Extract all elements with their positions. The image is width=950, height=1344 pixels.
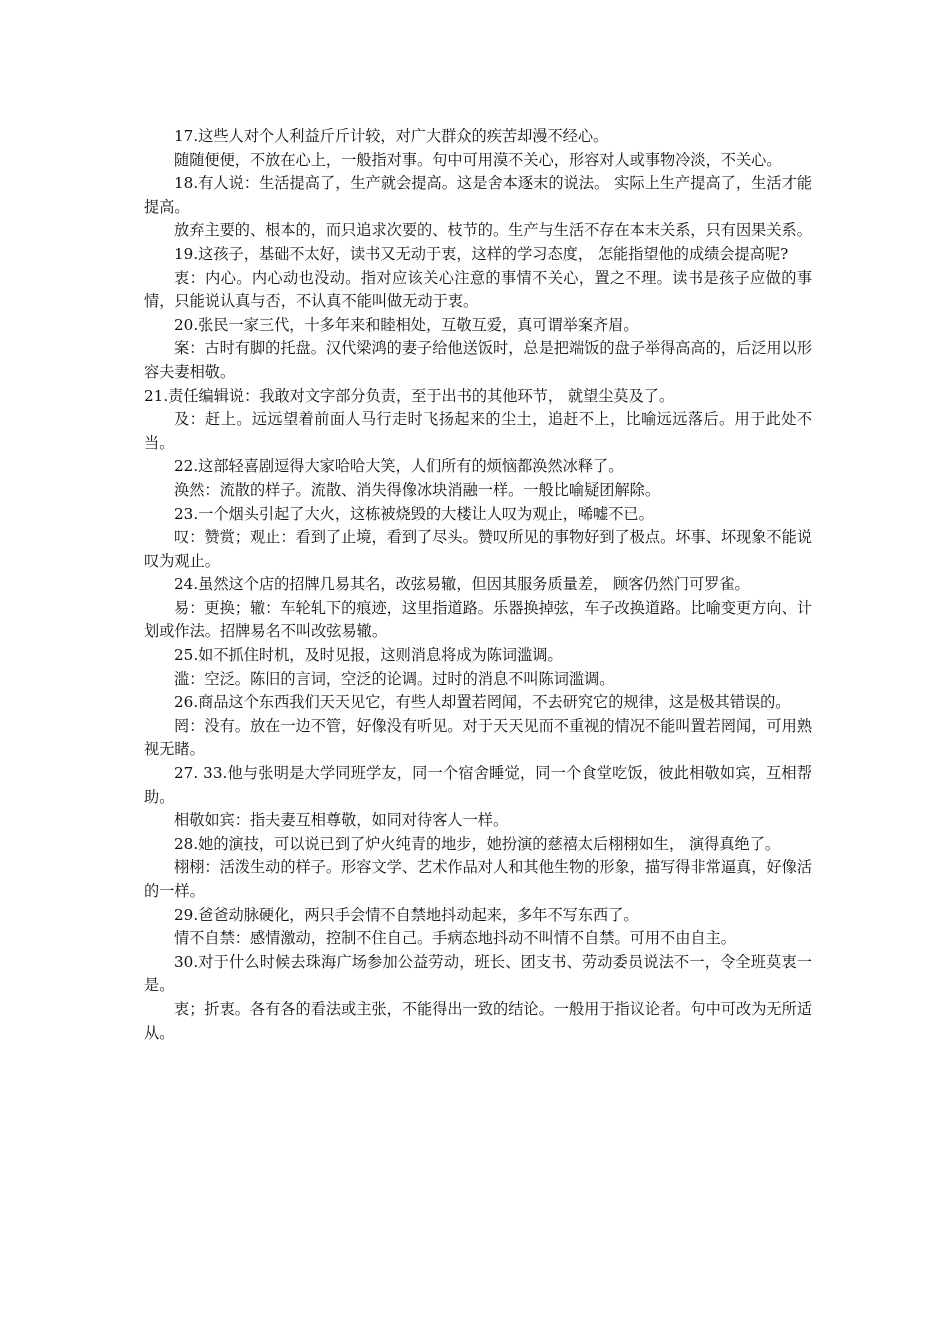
paragraph: 30.对于什么时候去珠海广场参加公益劳动，班长、团支书、劳动委员说法不一，令全班莫衷一是。 — [144, 952, 812, 995]
paragraph: 相敬如宾：指夫妻互相尊敬，如同对待客人一样。 — [174, 811, 509, 830]
paragraph: 叹：赞赏；观止：看到了止境，看到了尽头。赞叹所见的事物好到了极点。坏事、坏现象不能说叹为观止。 — [144, 528, 812, 570]
paragraph: 17.这些人对个人利益斤斤计较，对广大群众的疾苦却漫不经心。 — [174, 127, 609, 145]
paragraph: 28.她的演技，可以说已到了炉火纯青的地步，她扮演的慈禧太后栩栩如生， 演得真绝了。 — [174, 834, 781, 853]
paragraph: 情不自禁：感情激动，控制不住自己。手病态地抖动不叫情不自禁。可用不由自主。 — [174, 929, 736, 948]
paragraph: 26.商品这个东西我们天天见它，有些人却置若罔闻，不去研究它的规律，这是极其错误的。 — [174, 693, 791, 712]
paragraph: 22.这部轻喜剧逗得大家哈哈大笑，人们所有的烦恼都涣然冰释了。 — [174, 457, 624, 476]
paragraph: 案：古时有脚的托盘。汉代梁鸿的妻子给他送饭时，总是把端饭的盘子举得高高的，后泛用以形容夫妻相敬。 — [144, 339, 812, 381]
paragraph: 放弃主要的、根本的，而只追求次要的、枝节的。生产与生活不存在本末关系，只有因果关系。 — [174, 221, 812, 240]
paragraph: 25.如不抓住时机，及时见报，这则消息将成为陈词滥调。 — [174, 646, 563, 665]
paragraph: 29.爸爸动脉硬化，两只手会情不自禁地抖动起来，多年不写东西了。 — [174, 905, 639, 924]
paragraph: 19.这孩子，基础不太好，读书又无动于衷，这样的学习态度， 怎能指望他的成绩会提高呢? — [174, 244, 789, 263]
paragraph: 栩栩：活泼生动的样子。形容文学、艺术作品对人和其他生物的形象，描写得非常逼真，好像活的一样。 — [144, 858, 812, 900]
paragraph: 易：更换；辙：车轮轧下的痕迹，这里指道路。乐器换掉弦，车子改换道路。比喻变更方向、计划或作法。招牌易名不叫改弦易辙。 — [144, 598, 812, 641]
paragraph: 23.一个烟头引起了大火，这栋被烧毁的大楼让人叹为观止，唏嘘不已。 — [174, 504, 654, 523]
paragraph: 18.有人说：生活提高了，生产就会提高。这是舍本逐末的说法。 实际上生产提高了，生活才能提高。 — [144, 174, 812, 216]
paragraph: 及：赶上。远远望着前面人马行走时飞扬起来的尘土，追赶不上，比喻远远落后。用于此处不当。 — [144, 410, 812, 452]
paragraph: 随随便便，不放在心上，一般指对事。句中可用漠不关心，形容对人或事物冷淡，不关心。 — [174, 150, 782, 169]
paragraph: 27. 33.他与张明是大学同班学友，同一个宿舍睡觉，同一个食堂吃饭，彼此相敬如宾，互相帮助。 — [144, 764, 812, 806]
paragraph: 涣然：流散的样子。流散、消失得像冰块消融一样。一般比喻疑团解除。 — [174, 480, 660, 499]
paragraph: 滥：空泛。陈旧的言词，空泛的论调。过时的消息不叫陈词滥调。 — [174, 669, 615, 688]
paragraph: 24.虽然这个店的招牌几易其名，改弦易辙，但因其服务质量差， 顾客仍然门可罗雀。 — [174, 575, 750, 594]
paragraph: 20.张民一家三代，十多年来和睦相处，互敬互爱，真可谓举案齐眉。 — [174, 315, 639, 334]
paragraph: 罔：没有。放在一边不管，好像没有听见。对于天天见而不重视的情况不能叫置若罔闻，可用熟视无睹。 — [144, 716, 812, 759]
document-page — [144, 125, 812, 1045]
paragraph: 衷：内心。内心动也没动。指对应该关心注意的事情不关心，置之不理。读书是孩子应做的事情，只能说认真与否，不认真不能叫做无动于衷。 — [144, 268, 812, 311]
paragraph: 21.责任编辑说：我敢对文字部分负责，至于出书的其他环节， 就望尘莫及了。 — [144, 386, 675, 405]
paragraph: 衷；折衷。各有各的看法或主张，不能得出一致的结论。一般用于指议论者。句中可改为无所适从。 — [144, 999, 812, 1042]
